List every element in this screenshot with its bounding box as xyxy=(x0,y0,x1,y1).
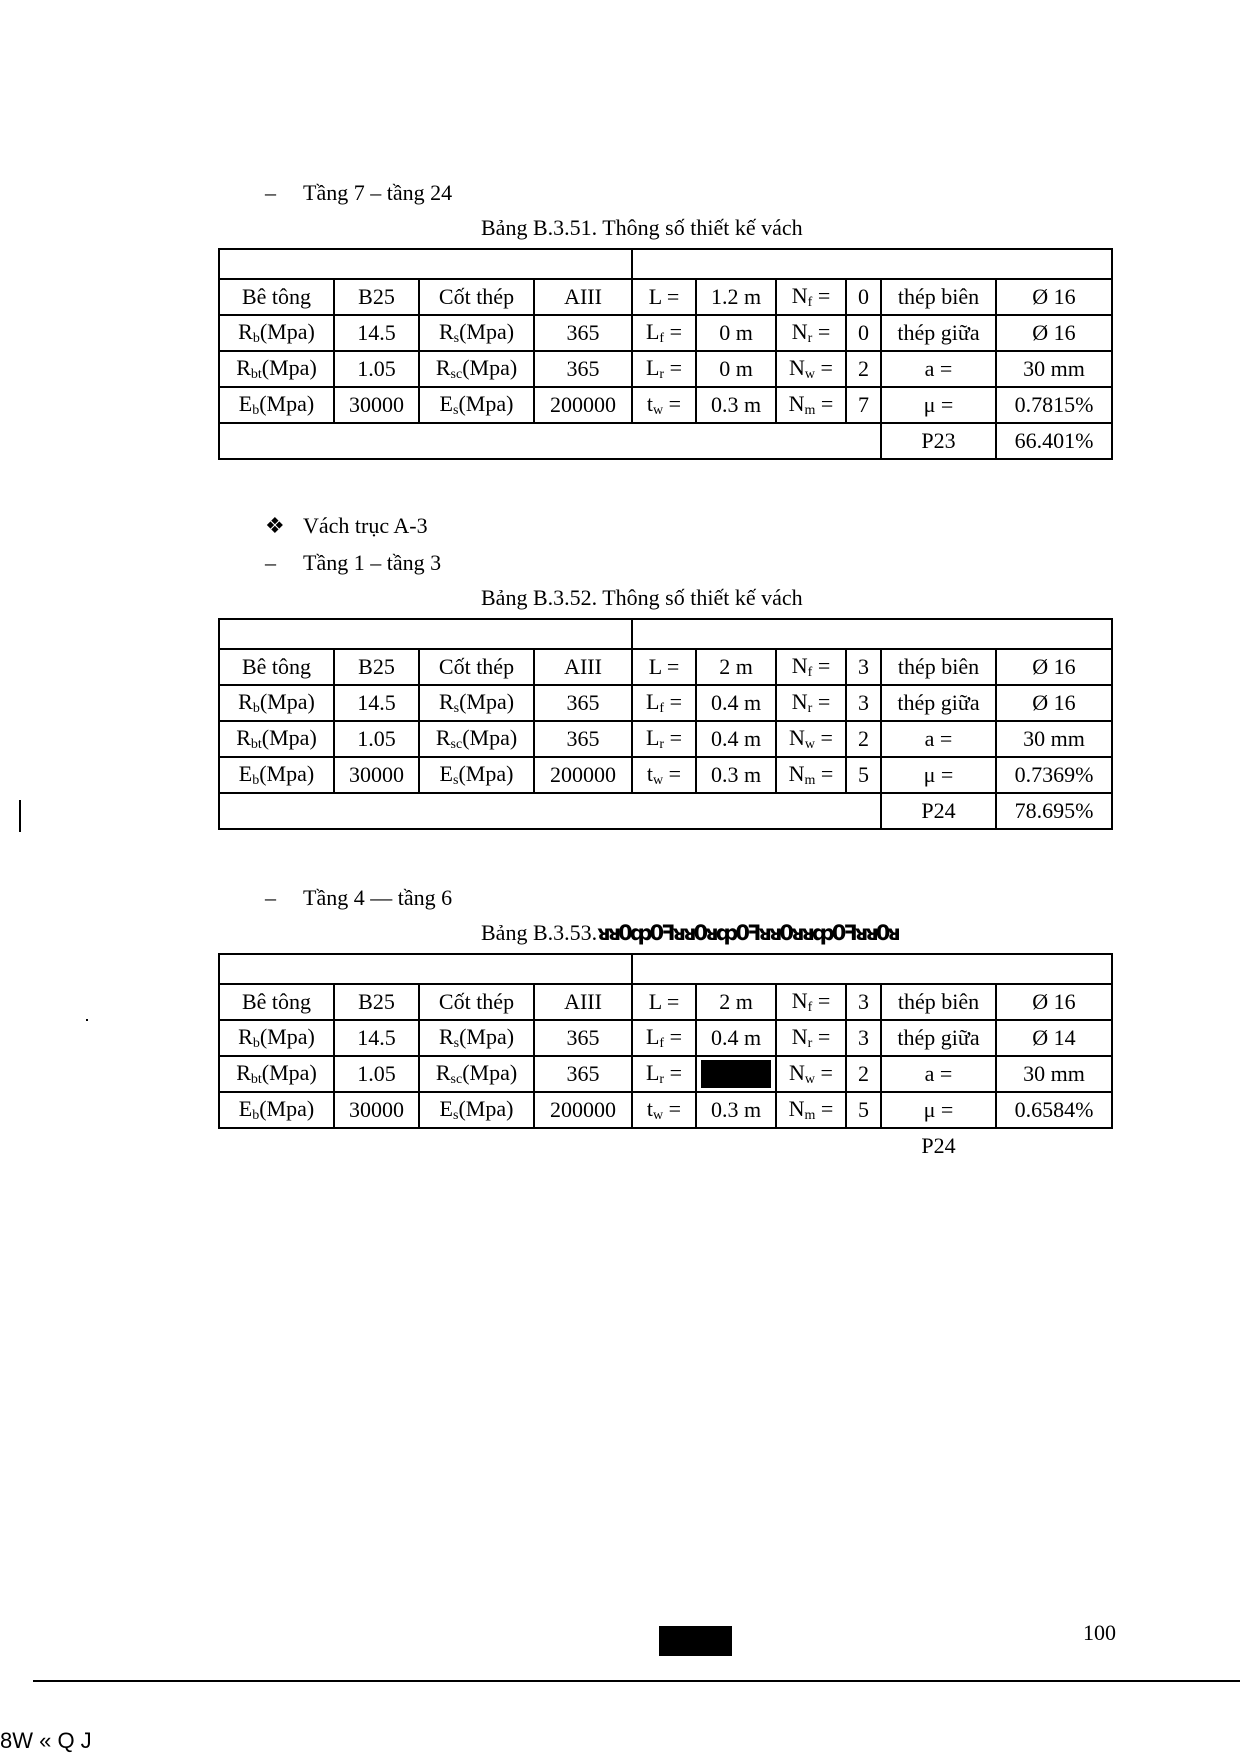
table-caption: Bảng B.3.52. Thông số thiết kế vách xyxy=(481,585,803,610)
design-table-1 xyxy=(218,248,1113,460)
table-caption: Bảng B.3.51. Thông số thiết kế vách xyxy=(481,215,803,240)
redaction-block xyxy=(659,1626,732,1656)
table-row-result: P23 66.401% xyxy=(219,423,1112,459)
table-caption-garbled: Bảng B.3.53.ᴚᴚ0ȹ0ꟻᴚᴚ0ᴚȹ0ꟻᴚᴚ0ᴚᴚȹ0ꟻᴚᴚ0ᴚ xyxy=(481,920,898,945)
section-heading-floors-4-6: – Tầng 4 — tầng 6 xyxy=(265,885,453,910)
design-table-2 xyxy=(218,618,1113,830)
design-table-3 xyxy=(218,953,1113,1163)
stray-dot xyxy=(86,1019,88,1021)
margin-mark xyxy=(19,800,21,832)
table-header-row xyxy=(219,619,1112,649)
table-header-row xyxy=(219,249,1112,279)
table-row: $R_{bt}(Mpa)$ 1.05 $R_{sc}(Mpa)$ 365 $L_r$ = 0 m $N_w$ = 2 a = 30 mm xyxy=(219,351,1112,387)
footer-divider xyxy=(33,1680,1240,1682)
table-row: $R_b(Mpa)$ 14.5 $R_s(Mpa)$ 365 $L_f$ = 0.4 m $N_r$ = 3 thép giữa Ø 14 xyxy=(219,1020,1112,1056)
axis-heading: ❖ Vách trục A-3 xyxy=(265,513,428,538)
table-row: Bê tông B25 Cốt thép AIII L = 2 m $N_f$ = 3 thép biên Ø 16 xyxy=(219,984,1112,1020)
table-row: Bê tông B25 Cốt thép AIII L = 1.2 m $N_f$ = 0 thép biên Ø 16 xyxy=(219,279,1112,315)
table-row: $E_b(Mpa)$ 30000 $E_s(Mpa)$ 200000 $t_w$ = 0.3 m $N_m$ = 5 μ = 0.6584% xyxy=(219,1092,1112,1128)
table-row-result: P24 78.695% xyxy=(219,793,1112,829)
page-number: 100 xyxy=(1083,1620,1116,1645)
section-heading-floors-1-3: – Tầng 1 – tầng 3 xyxy=(265,550,442,575)
table-row: Bê tông B25 Cốt thép AIII L = 2 m $N_f$ = 3 thép biên Ø 16 xyxy=(219,649,1112,685)
section-heading-floors-7-24: – Tầng 7 – tầng 24 xyxy=(265,180,453,205)
table-header-row xyxy=(219,954,1112,984)
table-row: $R_{bt}(Mpa)$ 1.05 $R_{sc}(Mpa)$ 365 $L_r$ = 0.4 m $N_w$ = 2 a = 30 mm xyxy=(219,721,1112,757)
table-row-result: P24 xyxy=(921,1133,956,1158)
footer-code: 8W « Q J xyxy=(0,1728,92,1753)
table-row: $R_{bt}(Mpa)$ 1.05 $R_{sc}(Mpa)$ 365 $L_r$ = $N_w$ = 2 a = 30 mm xyxy=(219,1056,1112,1092)
table-row: $E_b(Mpa)$ 30000 $E_s(Mpa)$ 200000 $t_w$ = 0.3 m $N_m$ = 5 μ = 0.7369% xyxy=(219,757,1112,793)
table-row: $E_b(Mpa)$ 30000 $E_s(Mpa)$ 200000 $t_w$ = 0.3 m $N_m$ = 7 μ = 0.7815% xyxy=(219,387,1112,423)
redaction-block xyxy=(701,1060,771,1088)
redacted-cell xyxy=(696,1056,776,1092)
table-row: $R_b(Mpa)$ 14.5 $R_s(Mpa)$ 365 $L_f$ = 0 m $N_r$ = 0 thép giữa Ø 16 xyxy=(219,315,1112,351)
table-row: $R_b(Mpa)$ 14.5 $R_s(Mpa)$ 365 $L_f$ = 0.4 m $N_r$ = 3 thép giữa Ø 16 xyxy=(219,685,1112,721)
diamond-bullet-icon: ❖ xyxy=(265,513,285,538)
